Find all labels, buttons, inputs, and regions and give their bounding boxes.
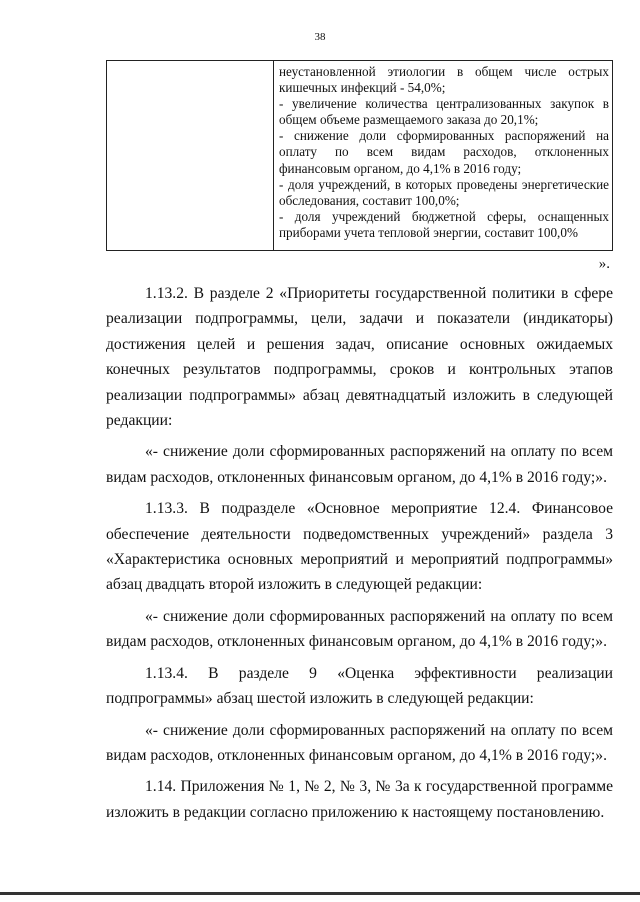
continuation-table (106, 60, 613, 251)
table-item: - доля учреждений бюджетной сферы, оснащенных приборами учета тепловой энергии, составит 100,0% (279, 208, 609, 240)
quoted-amendment: «- снижение доли сформированных распоряжений на оплату по всем видам расходов, отклоненных финансовым органом, до 4,1% в 2016 году;». (106, 607, 613, 651)
paragraph-1-13-4: 1.13.4. В разделе 9 «Оценка эффективности реализации подпрограммы» абзац шестой изложить в следующей редакции: (106, 664, 613, 708)
page-number: 38 (314, 31, 326, 43)
paragraph-1-13-3: 1.13.3. В подразделе «Основное мероприятие 12.4. Финансовое обеспечение деятельности подведомственных учреждений» раздела 3 «Характеристика основных мероприятий и мероприятий подпрограммы» абзац двадцать второй изложить в следующей редакции: (106, 500, 613, 594)
closing-quote: ». (598, 256, 610, 272)
page-bottom-edge (0, 892, 640, 895)
table-item: неустановленной этиологии в общем числе острых кишечных инфекций - 54,0%; (279, 64, 609, 96)
table-right-cell (275, 61, 612, 250)
paragraph-1-14: 1.14. Приложения № 1, № 2, № 3, № 3а к государственной программе изложить в редакции согласно приложению к настоящему постановлению. (106, 778, 613, 821)
table-item: - доля учреждений, в которых проведены энергетические обследования, составит 100,0%; (279, 176, 609, 208)
quoted-amendment: «- снижение доли сформированных распоряжений на оплату по всем видам расходов, отклоненных финансовым органом, до 4,1% в 2016 году;». (106, 443, 613, 486)
quoted-amendment: «- снижение доли сформированных распоряжений на оплату по всем видам расходов, отклоненных финансовым органом, до 4,1% в 2016 году;». (106, 721, 613, 764)
table-item: - увеличение количества централизованных закупок в общем объеме размещаемого заказа до 20,1%; (279, 96, 609, 128)
paragraph-1-13-2: 1.13.2. В разделе 2 «Приоритеты государственной политики в сфере реализации подпрограммы, цели, задачи и показатели (индикаторы) достижения целей и решения задач, описание основных ожидаемых конечных результатов подпрограммы, сроков и контрольных этапов реализации подпрограммы» абзац девятнадцатый изложить в следующей редакции: (106, 285, 613, 430)
document-body (106, 281, 613, 831)
table-left-cell (107, 61, 274, 250)
table-item: - снижение доли сформированных распоряжений на оплату по всем видам расходов, отклоненных финансовым органом, до 4,1% в 2016 году; (279, 128, 609, 176)
